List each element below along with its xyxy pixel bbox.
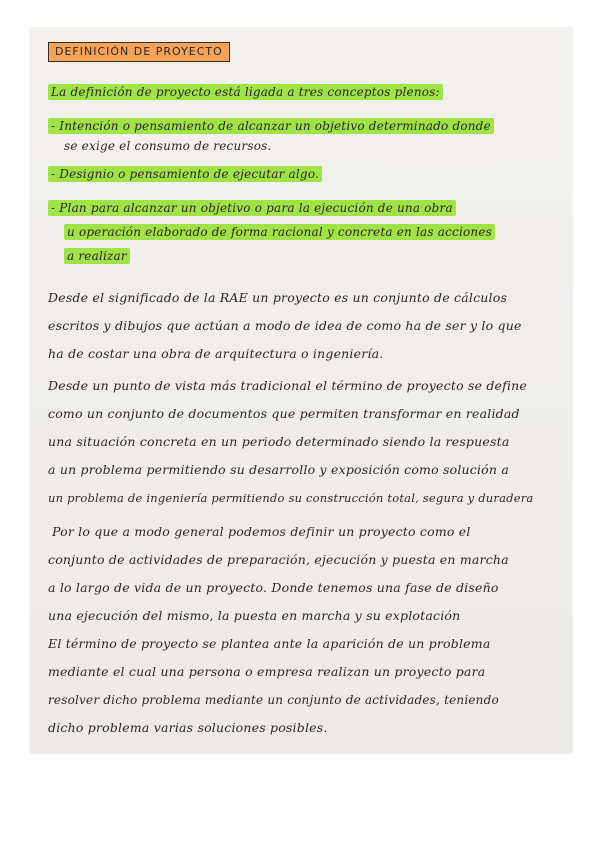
bullet-1-line-2 [64, 138, 272, 154]
p3-line-7: resolver dicho problema mediante un conjunto de actividades, teniendo [48, 693, 499, 707]
bullet-3-line-3 [64, 248, 130, 264]
p2-line-5: un problema de ingeniería permitiendo su construcción total, segura y duradera [48, 491, 534, 505]
page-title: DEFINICIÓN DE PROYECTO [48, 42, 230, 62]
bullet-3-line-2 [64, 224, 495, 240]
p1-line-2: escritos y dibujos que actúan a modo de idea de como ha de ser y lo que [48, 318, 522, 333]
bullet-2-text-1: - Designio o pensamiento de ejecutar algo. [48, 166, 322, 182]
handwritten-notes-photo [30, 28, 572, 753]
p2-line-2: como un conjunto de documentos que permiten transformar en realidad [48, 406, 520, 421]
p3-line-5: El término de proyecto se plantea ante la aparición de un problema [48, 636, 491, 651]
p3-line-3: a lo largo de vida de un proyecto. Donde tenemos una fase de diseño [48, 580, 499, 595]
bullet-1-text-2: se exige el consumo de recursos. [64, 139, 272, 153]
p3-line-4: una ejecución del mismo, la puesta en marcha y su explotación [48, 608, 461, 623]
bullet-3-line-1 [48, 200, 456, 216]
bullet-3-text-2: u operación elaborado de forma racional y concreta en las acciones [64, 224, 495, 240]
bullet-2-line-1 [48, 166, 322, 182]
p3-line-6: mediante el cual una persona o empresa realizan un proyecto para [48, 664, 486, 679]
p1-line-3: ha de costar una obra de arquitectura o ingeniería. [48, 346, 384, 361]
p2-line-3: una situación concreta en un periodo determinado siendo la respuesta [48, 434, 510, 449]
p2-line-4: a un problema permitiendo su desarrollo y exposición como solución a [48, 462, 509, 477]
p3-line-8: dicho problema varias soluciones posibles. [48, 720, 328, 735]
p1-line-1: Desde el significado de la RAE un proyecto es un conjunto de cálculos [48, 290, 508, 305]
bullet-1-text-1: - Intención o pensamiento de alcanzar un objetivo determinado donde [48, 118, 494, 134]
bullet-3-text-3: a realizar [64, 248, 130, 264]
bullet-3-text-1: - Plan para alcanzar un objetivo o para la ejecución de una obra [48, 200, 456, 216]
p2-line-1: Desde un punto de vista más tradicional el término de proyecto se define [48, 378, 528, 393]
intro-line [48, 84, 443, 100]
p3-line-1: Por lo que a modo general podemos definir un proyecto como el [52, 524, 471, 539]
intro-text: La definición de proyecto está ligada a tres conceptos plenos: [48, 84, 443, 100]
p3-line-2: conjunto de actividades de preparación, ejecución y puesta en marcha [48, 552, 509, 567]
bullet-1-line-1 [48, 118, 494, 134]
